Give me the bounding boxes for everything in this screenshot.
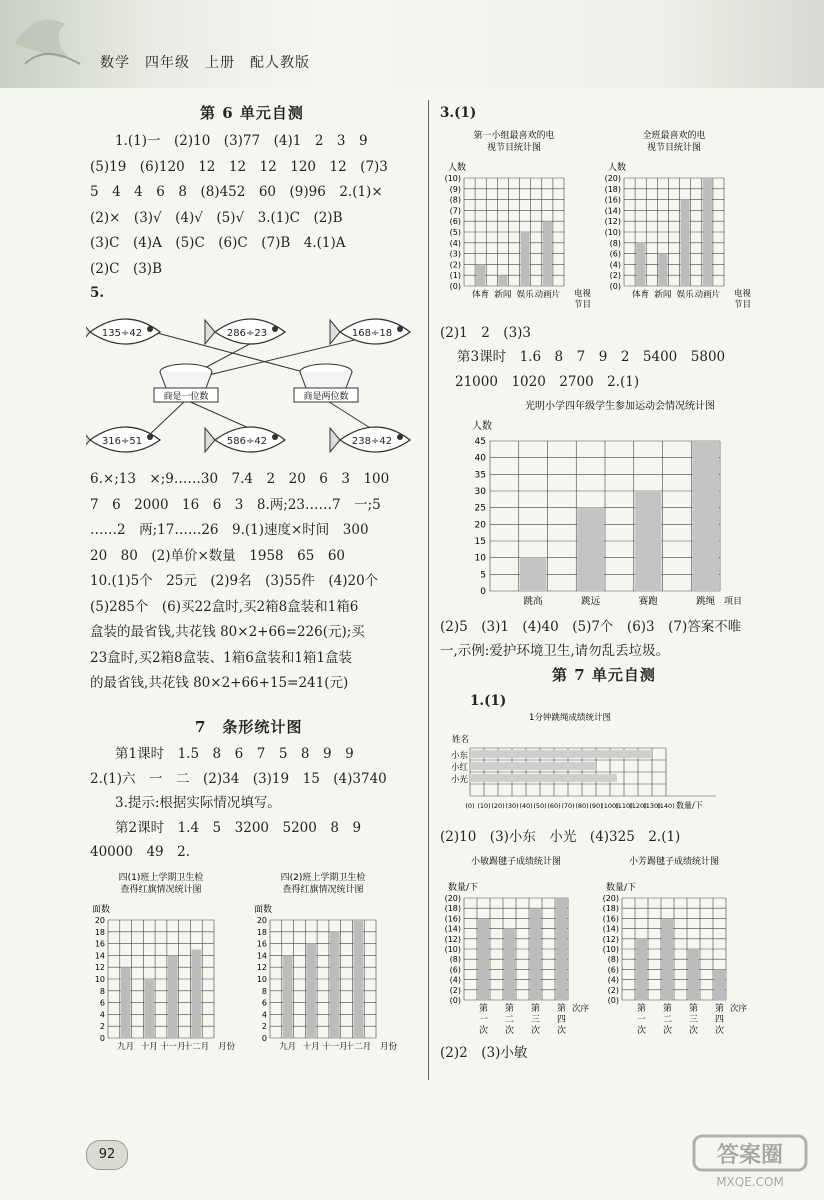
x-tick-label: 第 xyxy=(714,1004,725,1014)
x-tick-label: 次 xyxy=(556,1026,567,1036)
y-axis-label: 面数 xyxy=(254,905,273,915)
bar xyxy=(636,939,647,1000)
y-tick-label: 6 xyxy=(261,998,267,1008)
y-tick-label: 12 xyxy=(256,963,267,973)
y-tick-label: 6 xyxy=(99,998,105,1008)
bar xyxy=(470,774,617,782)
basket-label: 商是两位数 xyxy=(303,392,349,402)
x-axis-label: 电视 xyxy=(574,289,592,299)
chart-title: 全班最喜欢的电 xyxy=(642,131,706,141)
bar xyxy=(498,275,507,286)
fish-eye-icon xyxy=(147,434,153,440)
x-tick-label: 次 xyxy=(662,1026,673,1036)
page-number: 92 xyxy=(86,1140,128,1170)
chart-rope-skip xyxy=(440,710,740,825)
y-tick-label: (7) xyxy=(449,206,461,216)
x-tick-label: (60) xyxy=(547,802,561,810)
after-chart-line2: 一,示例:爱护环境卫生,请勿乱丢垃圾。 xyxy=(440,643,670,659)
flower-decoration-icon xyxy=(10,4,90,74)
x-tick-label: 四 xyxy=(714,1015,725,1025)
fish-eye-icon xyxy=(397,326,403,332)
y-tick-label: (10) xyxy=(444,945,461,954)
connector-line xyxy=(146,400,186,438)
y-tick-label: (4) xyxy=(449,975,461,985)
y-tick-label: 20 xyxy=(256,916,267,925)
chart-xiaomin xyxy=(440,852,605,1042)
bar xyxy=(144,979,154,1038)
y-tick-label: (18) xyxy=(602,904,619,914)
y-tick-label: (14) xyxy=(602,924,619,934)
bar xyxy=(353,920,363,1038)
bar xyxy=(306,944,316,1038)
y-tick-label: 30 xyxy=(474,487,486,497)
x-axis-label: 项目 xyxy=(724,597,743,607)
column-divider xyxy=(428,100,429,1080)
y-tick-label: (6) xyxy=(449,965,461,975)
basket-label: 商是一位数 xyxy=(163,392,209,402)
fish-eye-icon xyxy=(272,326,278,332)
x-tick-label: 十二月 xyxy=(183,1042,210,1052)
x-tick-label: 新闻 xyxy=(654,290,672,300)
x-tick-label: (50) xyxy=(533,802,547,810)
y-axis-label: 人数 xyxy=(448,163,467,173)
y-tick-label: (10) xyxy=(602,945,619,954)
x-tick-label: 一 xyxy=(478,1015,489,1025)
bar xyxy=(662,918,673,1000)
bar xyxy=(283,955,293,1038)
chart-title: 视节目统计图 xyxy=(646,143,702,153)
x-tick-label: 九月 xyxy=(117,1042,135,1052)
y-tick-label: 10 xyxy=(94,975,105,984)
x-tick-label: 次 xyxy=(636,1026,647,1036)
chart-title: 小芳踢毽子成绩统计图 xyxy=(628,857,720,867)
y-tick-label: 20 xyxy=(94,916,105,925)
y-tick-label: (2) xyxy=(449,985,461,995)
y-tick-label: 18 xyxy=(256,927,267,937)
fish-tail-icon xyxy=(330,428,340,452)
x-tick-label: 十二月 xyxy=(345,1042,372,1052)
svg-text:MXQE.COM: MXQE.COM xyxy=(716,1175,784,1189)
chart-title: 四(2)班上学期卫生检 xyxy=(280,873,366,883)
answer-line: 1.(1)一 (2)10 (3)77 (4)1 2 3 9 xyxy=(115,133,368,149)
y-tick-label: 25 xyxy=(474,503,486,514)
x-tick-label: 次 xyxy=(530,1026,541,1036)
y-tick-label: (6) xyxy=(609,249,621,259)
answer-line: 2.(1)六 一 二 (2)34 (3)19 15 (4)3740 xyxy=(90,770,387,787)
y-tick-label: (1) xyxy=(449,271,461,281)
chart-group-tv xyxy=(440,126,600,316)
bar xyxy=(470,750,652,758)
y-tick-label: (3) xyxy=(449,249,461,259)
y-tick-label: (5) xyxy=(449,228,461,237)
y-tick-label: 20 xyxy=(474,520,486,531)
y-tick-label: 4 xyxy=(99,1010,105,1020)
y-tick-label: (16) xyxy=(602,914,619,924)
x-tick-label: 十月 xyxy=(302,1042,320,1052)
page-header xyxy=(0,0,824,88)
answer-line: (5)285个 (6)买22盒时,买2箱8盒装和1箱6 xyxy=(90,598,359,615)
y-tick-label: (8) xyxy=(607,955,619,965)
y-tick-label: 12 xyxy=(94,963,105,973)
answer-line: 第1课时 1.5 8 6 7 5 8 9 9 xyxy=(115,746,354,762)
y-axis-label: 人数 xyxy=(608,163,627,173)
x-tick-label: (40) xyxy=(519,802,533,810)
y-tick-label: (8) xyxy=(449,955,461,965)
answer-line: 20 80 (2)单价×数量 1958 65 60 xyxy=(90,547,346,564)
bar xyxy=(530,908,541,1000)
y-tick-label: (6) xyxy=(607,965,619,975)
y-axis-label: 数量/下 xyxy=(448,883,479,893)
y-tick-label: 2 xyxy=(99,1022,105,1032)
y-tick-label: (20) xyxy=(444,894,461,903)
bar xyxy=(520,558,547,591)
y-tick-label: (9) xyxy=(449,184,461,194)
y-tick-label: 40 xyxy=(474,453,486,464)
x-tick-label: (90) xyxy=(589,802,603,810)
y-tick-label: 8 xyxy=(261,986,267,996)
y-tick-label: (0) xyxy=(449,282,461,291)
lesson3-line2: 21000 1020 2700 2.(1) xyxy=(455,374,640,390)
basket-icon xyxy=(300,372,352,388)
y-tick-label: 0 xyxy=(99,1034,105,1043)
bar xyxy=(556,898,567,1000)
x-tick-label: (80) xyxy=(575,802,589,810)
x-tick-label: (70) xyxy=(561,802,575,810)
answer-line: 7 6 2000 16 6 3 8.两;23……7 一;5 xyxy=(90,496,381,513)
bar xyxy=(521,232,530,286)
bar xyxy=(191,950,201,1039)
x-tick-label: (100) xyxy=(601,802,619,810)
after-chart-line1: (2)5 (3)1 (4)40 (5)7个 (6)3 (7)答案不唯 xyxy=(440,619,742,635)
bar xyxy=(658,254,667,286)
x-axis-label: 次序 xyxy=(572,1004,590,1014)
y-tick-label: (20) xyxy=(604,174,621,183)
y-tick-label: (2) xyxy=(449,260,461,270)
y-tick-label: 14 xyxy=(94,951,105,961)
x-tick-label: 二 xyxy=(662,1015,673,1025)
y-axis-label: 人数 xyxy=(472,421,492,432)
x-axis-label: 节目 xyxy=(574,300,592,310)
answer-line: ……2 两;17……26 9.(1)速度×时间 300 xyxy=(90,522,369,538)
x-axis-label: 数量/下 xyxy=(676,801,703,810)
x-axis-label: 月份 xyxy=(218,1042,236,1052)
y-tick-label: 4 xyxy=(261,1010,267,1020)
chart-title: 光明小学四年级学生参加运动会情况统计图 xyxy=(525,401,715,412)
x-axis-label: 电视 xyxy=(734,289,752,299)
bar xyxy=(168,955,178,1038)
x-tick-label: 跳远 xyxy=(581,596,601,607)
x-tick-label: 一 xyxy=(636,1015,647,1025)
y-tick-label: (18) xyxy=(604,184,621,194)
x-tick-label: 体育 xyxy=(632,290,650,300)
q2-answer: (2)2 (3)小敏 xyxy=(440,1045,528,1061)
x-axis-label: 月份 xyxy=(380,1042,398,1052)
x-tick-label: 第 xyxy=(504,1004,515,1014)
chart-class42 xyxy=(252,868,412,1063)
bar xyxy=(121,967,131,1038)
question-5-label: 5. xyxy=(90,285,105,301)
y-tick-label: 0 xyxy=(480,587,486,597)
bar xyxy=(703,178,712,286)
question-3-label: 3.(1) xyxy=(440,105,477,121)
bar xyxy=(543,221,552,286)
fish-tail-icon xyxy=(86,320,90,344)
chart-title: 1分钟跳绳成绩统计图 xyxy=(529,713,611,723)
chart-title: 小敏踢毽子成绩统计图 xyxy=(470,857,562,867)
chart-class-tv xyxy=(600,126,760,316)
bar xyxy=(577,508,604,591)
y-tick-label: 10 xyxy=(256,975,267,984)
y-tick-label: 5 xyxy=(480,570,486,581)
chart-title: 四(1)班上学期卫生检 xyxy=(118,873,204,883)
y-axis-label: 姓名 xyxy=(452,735,470,745)
y-tick-label: 小东 xyxy=(450,751,468,761)
x-tick-label: 第 xyxy=(556,1004,567,1014)
chart-xiaofang xyxy=(598,852,763,1042)
section-title-chapter7: 7 条形统计图 xyxy=(195,718,303,736)
y-tick-label: (12) xyxy=(602,934,619,944)
x-tick-label: 动画片 xyxy=(694,290,721,300)
fish-label: 586÷42 xyxy=(226,436,268,447)
answer-line: 3.提示:根据实际情况填写。 xyxy=(115,795,281,811)
y-tick-label: 10 xyxy=(474,553,486,564)
x-tick-label: 十一月 xyxy=(322,1042,348,1052)
x-tick-label: 第 xyxy=(636,1004,647,1014)
chart-title: 查得红旗情况统计图 xyxy=(282,885,364,895)
bar xyxy=(681,200,690,286)
x-tick-label: 二 xyxy=(504,1015,515,1025)
answer-line: (2)C (3)B xyxy=(90,260,162,277)
bar xyxy=(688,949,699,1000)
x-tick-label: 次 xyxy=(714,1026,725,1036)
y-tick-label: (8) xyxy=(609,238,621,248)
answer-line: (3)C (4)A (5)C (6)C (7)B 4.(1)A xyxy=(90,235,346,251)
q3-answer: (2)1 2 (3)3 xyxy=(440,325,532,341)
fish-label: 135÷42 xyxy=(101,328,143,339)
fish-label: 316÷51 xyxy=(101,436,143,447)
y-tick-label: 16 xyxy=(94,939,105,949)
y-tick-label: (0) xyxy=(449,996,461,1005)
x-tick-label: 三 xyxy=(688,1015,699,1025)
x-tick-label: 跳高 xyxy=(523,596,543,607)
chart-class41 xyxy=(90,868,250,1063)
section-title-unit7: 第 7 单元自测 xyxy=(552,666,656,684)
y-tick-label: (0) xyxy=(607,996,619,1005)
fish-matching-diagram xyxy=(86,300,416,470)
fish-eye-icon xyxy=(272,434,278,440)
x-tick-label: 娱乐 xyxy=(676,290,694,300)
svg-text:答案圈: 答案圈 xyxy=(716,1143,784,1168)
x-tick-label: 跳绳 xyxy=(696,596,716,607)
x-tick-label: 四 xyxy=(556,1015,567,1025)
y-tick-label: (14) xyxy=(604,206,621,216)
y-tick-label: 45 xyxy=(474,437,486,447)
chart-title: 查得红旗情况统计图 xyxy=(120,885,202,895)
y-tick-label: (14) xyxy=(444,924,461,934)
bar xyxy=(330,932,340,1038)
x-tick-label: 九月 xyxy=(279,1042,297,1052)
x-axis-label: 节目 xyxy=(734,300,752,310)
y-tick-label: (16) xyxy=(604,195,621,205)
y-tick-label: (12) xyxy=(604,217,621,227)
answer-line: 10.(1)5个 25元 (2)9名 (3)55件 (4)20个 xyxy=(90,573,379,589)
x-tick-label: 次 xyxy=(504,1026,515,1036)
x-tick-label: 第 xyxy=(478,1004,489,1014)
bar xyxy=(478,918,489,1000)
fish-tail-icon xyxy=(86,428,90,452)
y-tick-label: (20) xyxy=(602,894,619,903)
y-tick-label: (2) xyxy=(607,985,619,995)
y-tick-label: (8) xyxy=(449,195,461,205)
x-tick-label: 第 xyxy=(530,1004,541,1014)
lesson3-line1: 第3课时 1.6 8 7 9 2 5400 5800 xyxy=(457,349,726,365)
x-axis-label: 次序 xyxy=(730,1004,748,1014)
answer-line: 40000 49 2. xyxy=(90,844,191,860)
y-tick-label: (18) xyxy=(444,904,461,914)
answer-line: 6.×;13 ×;9……30 7.4 2 20 6 3 100 xyxy=(90,471,390,487)
fish-eye-icon xyxy=(147,326,153,332)
fish-label: 286÷23 xyxy=(226,328,268,339)
x-tick-label: 新闻 xyxy=(494,290,512,300)
y-tick-label: (16) xyxy=(444,914,461,924)
answer-line: 23盒时,买2箱8盒装、1箱6盒装和1箱1盒装 xyxy=(90,649,353,666)
y-tick-label: (10) xyxy=(444,174,461,183)
fish-label: 168÷18 xyxy=(351,328,393,339)
y-tick-label: 35 xyxy=(474,470,486,481)
answer-line: (2)× (3)√ (4)√ (5)√ 3.(1)C (2)B xyxy=(90,209,343,226)
x-tick-label: (30) xyxy=(505,802,519,810)
x-tick-label: 第 xyxy=(662,1004,673,1014)
basket-icon xyxy=(160,372,212,388)
fish-tail-icon xyxy=(330,320,340,344)
y-axis-label: 数量/下 xyxy=(606,883,637,893)
answer-line: 盒装的最省钱,共花钱 80×2+66=226(元);买 xyxy=(90,624,365,640)
y-tick-label: 18 xyxy=(94,927,105,937)
fish-tail-icon xyxy=(205,320,215,344)
y-tick-label: 8 xyxy=(99,986,105,996)
y-tick-label: 小光 xyxy=(450,775,468,785)
answer-line: 第2课时 1.4 5 3200 5200 8 9 xyxy=(115,819,362,836)
q1-answer: (2)10 (3)小东 小光 (4)325 2.(1) xyxy=(440,829,681,845)
bar xyxy=(470,762,596,770)
x-tick-label: 体育 xyxy=(472,290,490,300)
x-tick-label: (130) xyxy=(643,802,661,810)
x-tick-label: 第 xyxy=(688,1004,699,1014)
y-tick-label: (6) xyxy=(449,217,461,227)
bar xyxy=(692,441,719,591)
answer-line: 的最省钱,共花钱 80×2+66+15=241(元) xyxy=(90,675,349,691)
bar xyxy=(476,264,485,286)
x-tick-label: 十月 xyxy=(140,1042,158,1052)
q1-label: 1.(1) xyxy=(470,693,507,709)
chart-title: 视节目统计图 xyxy=(486,143,542,153)
y-tick-label: 15 xyxy=(474,537,486,547)
x-tick-label: (10) xyxy=(477,802,491,810)
y-tick-label: 小红 xyxy=(450,763,468,773)
x-tick-label: (120) xyxy=(629,802,647,810)
answer-line: 5 4 4 6 8 (8)452 60 (9)96 2.(1)× xyxy=(90,184,383,200)
x-tick-label: 三 xyxy=(530,1015,541,1025)
x-tick-label: (140) xyxy=(657,802,675,810)
watermark-logo xyxy=(690,1130,810,1190)
bar xyxy=(504,929,515,1000)
fish-tail-icon xyxy=(205,428,215,452)
chart-title: 第一小组最喜欢的电 xyxy=(473,131,555,141)
x-tick-label: 十一月 xyxy=(160,1042,186,1052)
y-tick-label: 0 xyxy=(261,1034,267,1043)
x-tick-label: (110) xyxy=(615,802,633,810)
x-tick-label: 动画片 xyxy=(534,290,561,300)
y-tick-label: (2) xyxy=(609,271,621,281)
x-tick-label: 次 xyxy=(478,1026,489,1036)
bar xyxy=(635,491,662,591)
y-tick-label: 14 xyxy=(256,951,267,961)
y-tick-label: (4) xyxy=(449,238,461,248)
x-tick-label: (20) xyxy=(491,802,505,810)
y-tick-label: (4) xyxy=(609,260,621,270)
y-axis-label: 面数 xyxy=(92,905,111,915)
y-tick-label: 16 xyxy=(256,939,267,949)
book-title: 数学 四年级 上册 配人教版 xyxy=(100,55,310,71)
fish-label: 238÷42 xyxy=(351,436,393,447)
y-tick-label: (4) xyxy=(607,975,619,985)
section-title-unit6: 第 6 单元自测 xyxy=(200,104,304,122)
fish-eye-icon xyxy=(397,434,403,440)
y-tick-label: 2 xyxy=(261,1022,267,1032)
y-tick-label: (0) xyxy=(609,282,621,291)
chart-sports-meet xyxy=(440,395,770,610)
y-tick-label: (10) xyxy=(604,228,621,237)
x-tick-label: 次 xyxy=(688,1026,699,1036)
answer-line: (5)19 (6)120 12 12 12 120 12 (7)3 xyxy=(90,158,388,175)
bar xyxy=(636,243,645,286)
x-tick-label: (0) xyxy=(465,802,475,810)
bar xyxy=(714,969,725,1000)
x-tick-label: 娱乐 xyxy=(516,290,534,300)
y-tick-label: (12) xyxy=(444,934,461,944)
x-tick-label: 赛跑 xyxy=(638,596,658,607)
